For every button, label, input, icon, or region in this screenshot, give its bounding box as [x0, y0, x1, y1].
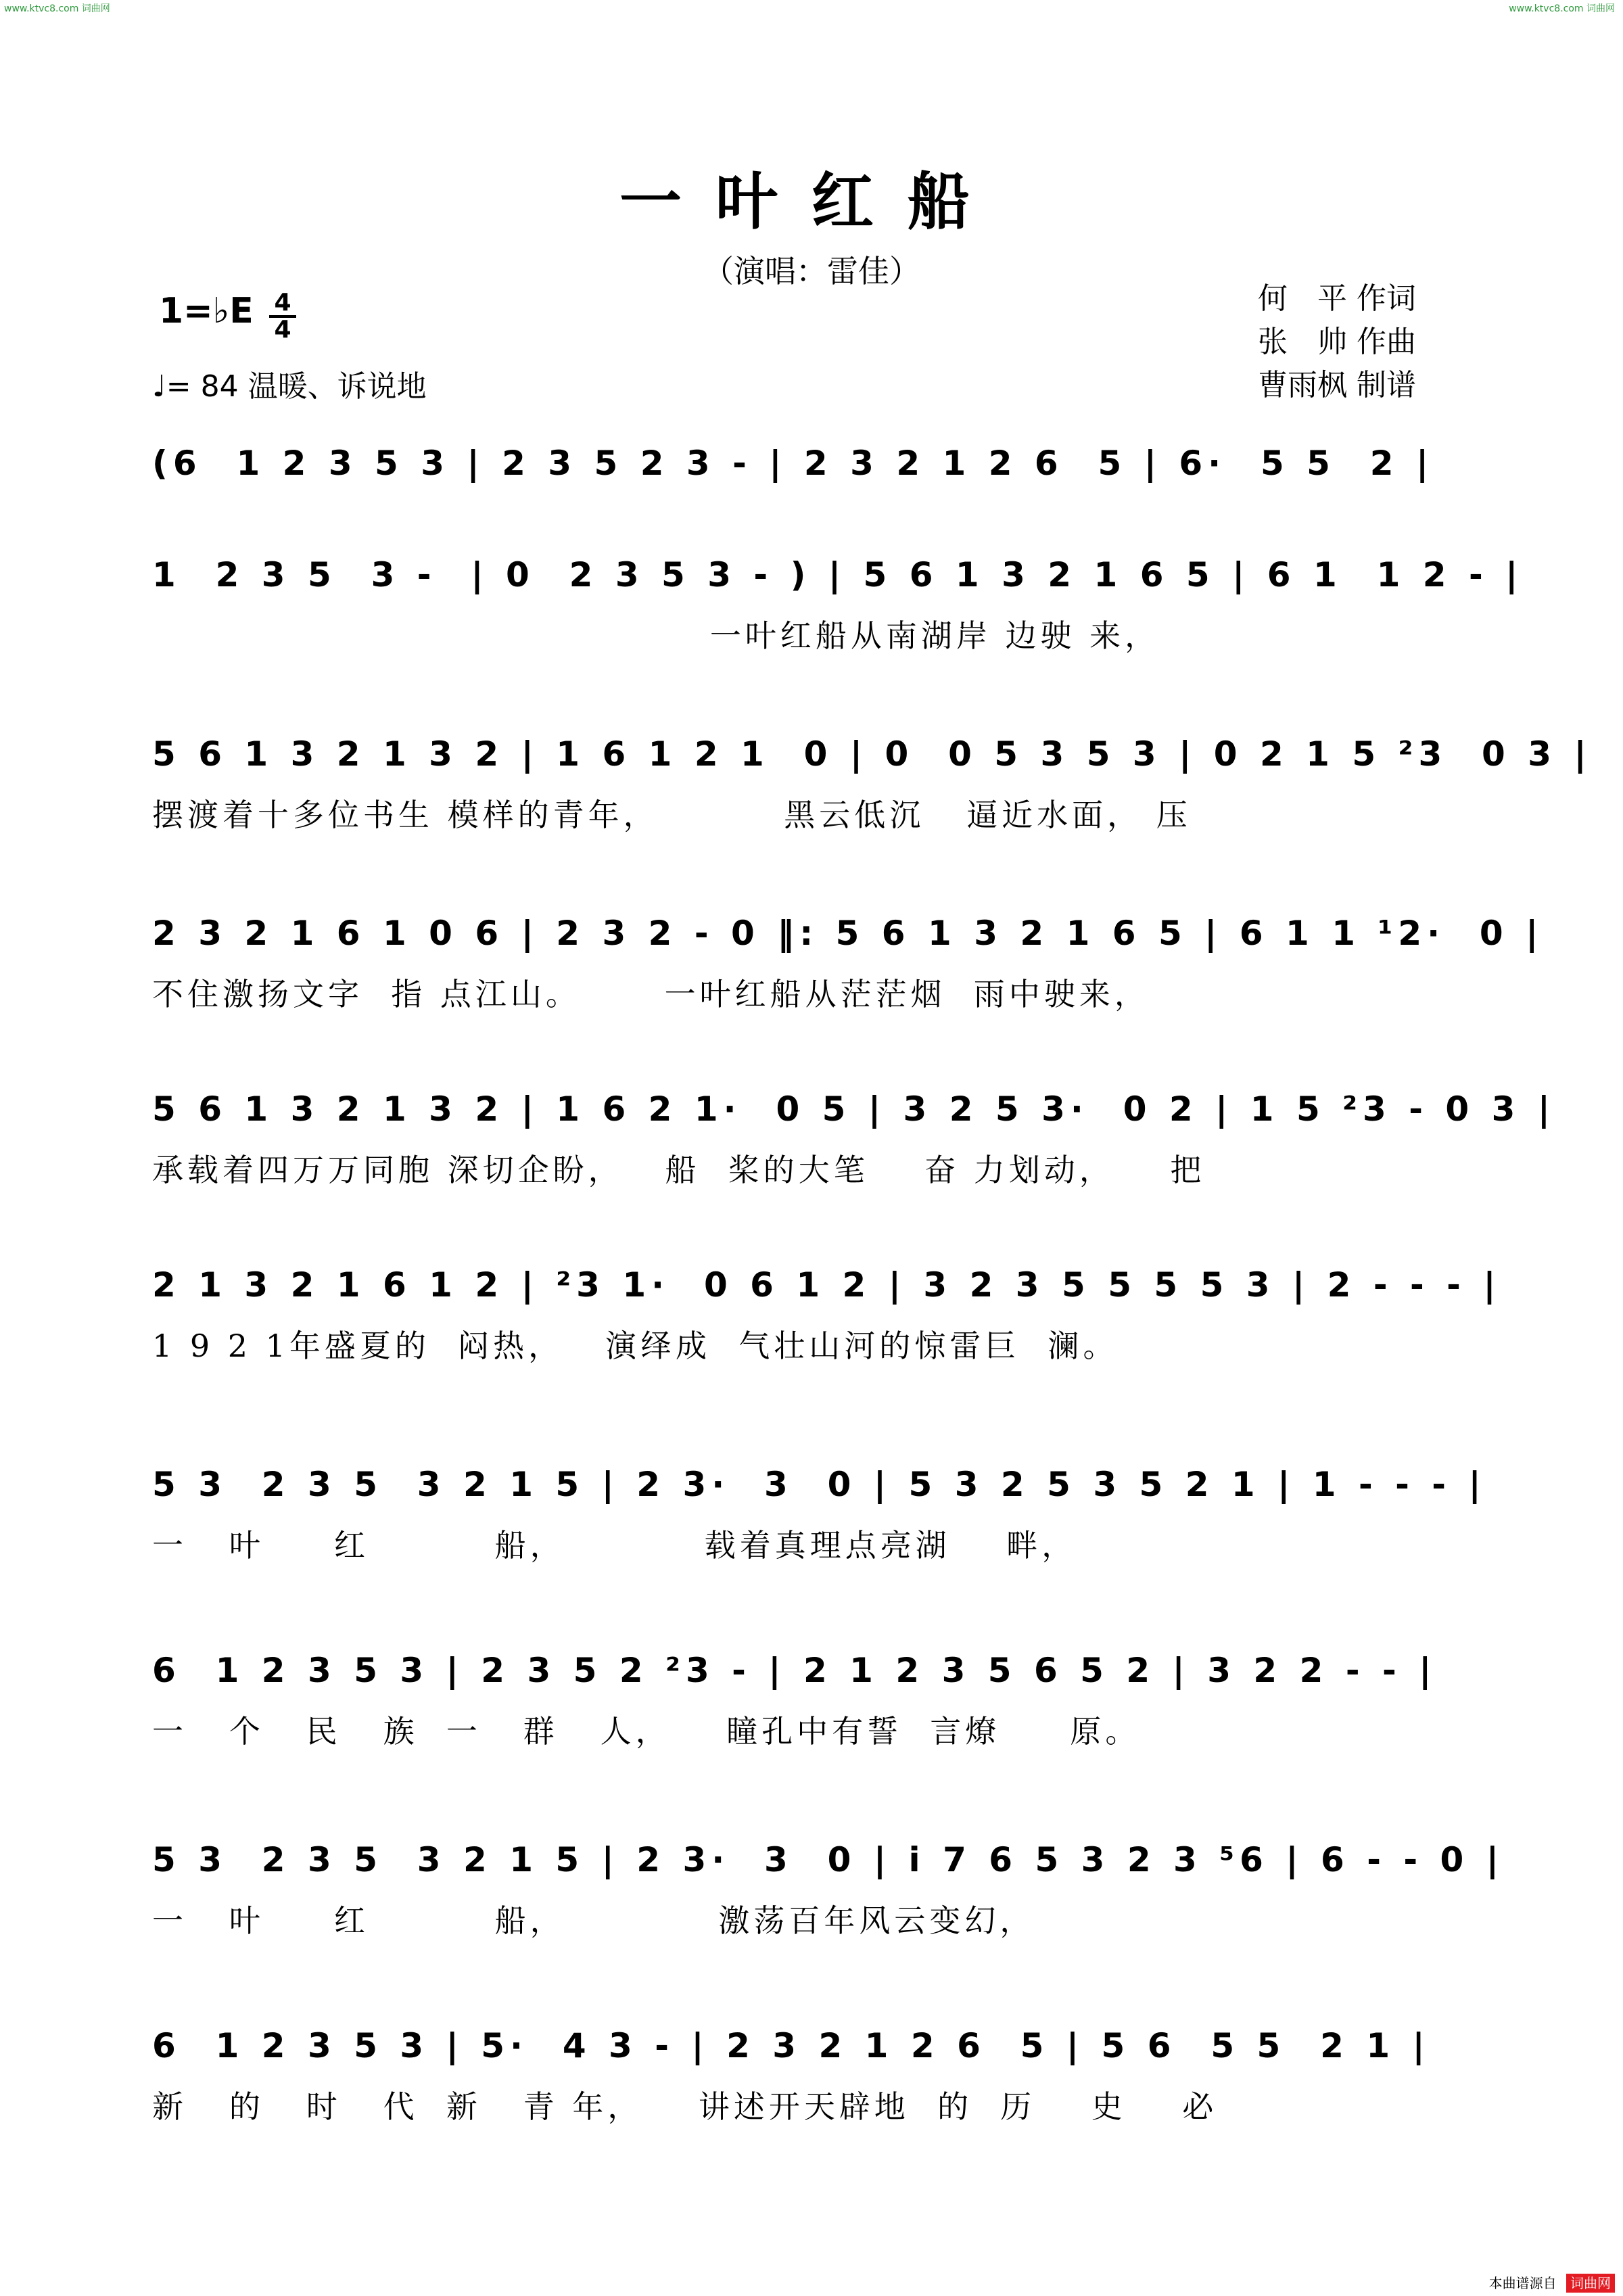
lyrics-line: 摆渡着十多位书生 模样的青年， 黑云低沉 逼近水面， 压: [152, 797, 1192, 833]
notation-line: 6 1 2 3 5 3 | 5· 4 3 - | 2 3 2 1 2 6 5 | 5 6 5 5 2 1 |: [152, 2026, 1430, 2065]
composer: 张 帅 作曲: [1258, 325, 1416, 359]
singer-line: （演唱：雷佳）: [703, 253, 920, 289]
notation-line: (6 1 2 3 5 3 | 2 3 5 2 3 - | 2 3 2 1 2 6 5 | 6· 5 5 2 |: [152, 444, 1434, 483]
lyrics-line: 一 叶 红 船， 载着真理点亮湖 畔，: [152, 1527, 1077, 1564]
lyrics-line: 新 的 时 代 新 青 年， 讲述开天辟地 的 历 史 必: [152, 2088, 1218, 2125]
lyricist: 何 平 作词: [1258, 281, 1416, 316]
time-top: 4: [274, 289, 291, 317]
time-bottom: 4: [269, 315, 296, 342]
song-title: 一叶红船: [619, 165, 1004, 238]
lyrics-line: 一 叶 红 船， 激荡百年风云变幻，: [152, 1902, 1035, 1939]
lyrics-line: 一叶红船从南湖岸 边驶 来，: [152, 617, 1160, 654]
key-signature: 1=♭E: [159, 291, 254, 331]
credits: [1258, 277, 1416, 407]
notation-line: 5 6 1 3 2 1 3 2 | 1 6 1 2 1 0 | 0 0 5 3 5 3 | 0 2 1 5 ²3 0 3 |: [152, 734, 1592, 774]
footer-badge[interactable]: 词曲网: [1566, 2274, 1615, 2293]
lyrics-line: 不住激扬文字 指 点江山。 一叶红船从茫茫烟 雨中驶来，: [152, 976, 1150, 1012]
notation-line: 1 2 3 5 3 - | 0 2 3 5 3 - ) | 5 6 1 3 2 1 6 5 | 6 1 1 2 - |: [152, 555, 1524, 594]
watermark-left: www.ktvc8.com 词曲网: [4, 3, 110, 14]
notation-line: 6 1 2 3 5 3 | 2 3 5 2 ²3 - | 2 1 2 3 5 6 5 2 | 3 2 2 - - |: [152, 1651, 1437, 1690]
notation-line: 2 1 3 2 1 6 1 2 | ²3 1· 0 6 1 2 | 3 2 3 5 5 5 5 3 | 2 - - - |: [152, 1265, 1501, 1305]
lyrics-line: [152, 500, 1471, 548]
lyrics-line: 一 个 民 族 一 群 人， 瞳孔中有誓 言燎 原。: [152, 1713, 1141, 1750]
notation-line: 5 3 2 3 5 3 2 1 5 | 2 3· 3 0 | i 7 6 5 3 2 3 ⁵6 | 6 - - 0 |: [152, 1840, 1504, 1879]
watermark-right: www.ktvc8.com 词曲网: [1509, 3, 1615, 14]
time-signature: [269, 291, 296, 342]
notation-line: 2 3 2 1 6 1 0 6 | 2 3 2 - 0 ‖: 5 6 1 3 2 1 6 5 | 6 1 1 ¹2· 0 |: [152, 914, 1544, 953]
lyrics-line: 承载着四万万同胞 深切企盼， 船 桨的大笔 奋 力划动， 把: [152, 1152, 1206, 1188]
transcriber: 曹雨枫 制谱: [1258, 368, 1416, 402]
tempo-marking: ♩= 84 温暖、诉说地: [152, 369, 427, 404]
lyrics-line: 1 9 2 1年盛夏的 闷热， 演绎成 气壮山河的惊雷巨 澜。: [152, 1328, 1119, 1364]
footer: [1489, 2272, 1615, 2292]
notation-line: 5 6 1 3 2 1 3 2 | 1 6 2 1· 0 5 | 3 2 5 3· 0 2 | 1 5 ²3 - 0 3 |: [152, 1090, 1556, 1129]
notation-line: 5 3 2 3 5 3 2 1 5 | 2 3· 3 0 | 5 3 2 5 3 5 2 1 | 1 - - - |: [152, 1465, 1486, 1504]
footer-source: 本曲谱源自: [1488, 2275, 1557, 2291]
